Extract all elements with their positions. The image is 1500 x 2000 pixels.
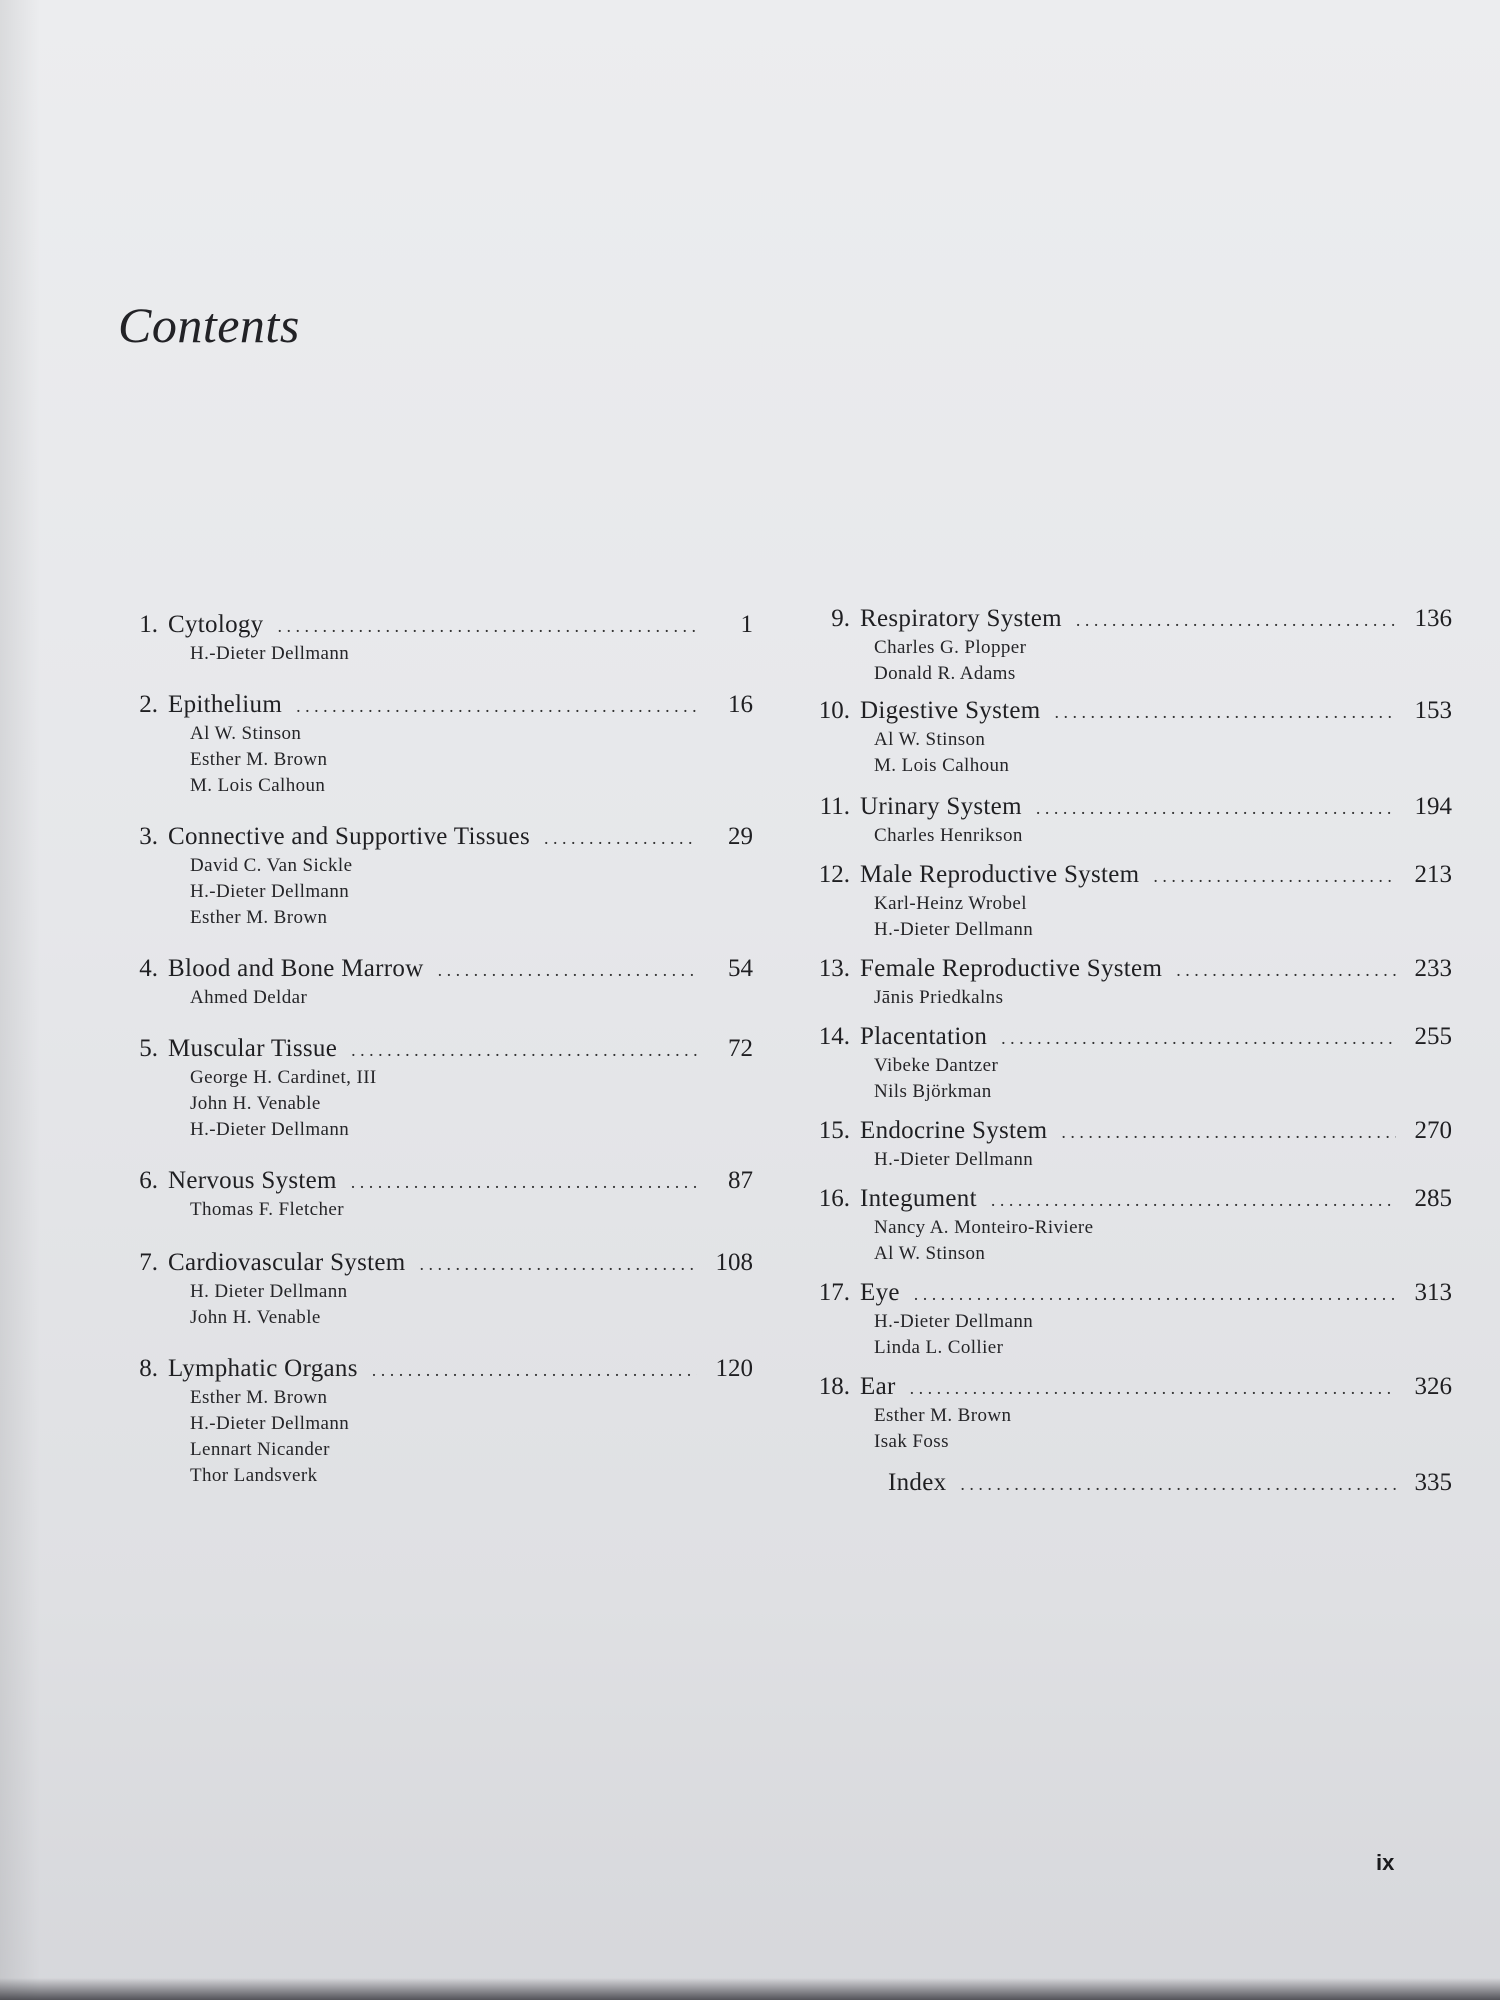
toc-entry[interactable] xyxy=(792,604,1452,687)
author-name: Ahmed Deldar xyxy=(190,987,308,1008)
author-name: Charles Henrikson xyxy=(874,825,1023,846)
chapter-authors xyxy=(190,1279,753,1331)
chapter-authors xyxy=(874,823,1452,849)
dot-leader xyxy=(910,1373,1396,1403)
chapter-number: 11. xyxy=(819,793,850,820)
dot-leader xyxy=(420,1249,697,1279)
page-number: 29 xyxy=(728,823,753,850)
author-name: Al W. Stinson xyxy=(874,1243,986,1264)
chapter-authors xyxy=(874,1215,1452,1267)
chapter-number: 8. xyxy=(139,1355,158,1382)
chapter-number: 10. xyxy=(818,697,850,724)
chapter-authors xyxy=(190,1197,753,1223)
author-name: H.-Dieter Dellmann xyxy=(874,919,1034,940)
chapter-title: Male Reproductive System xyxy=(860,861,1140,888)
author-name: Al W. Stinson xyxy=(874,729,986,750)
chapter-authors xyxy=(874,1147,1452,1173)
chapter-number: 5. xyxy=(139,1035,158,1062)
dot-leader xyxy=(1176,955,1396,985)
chapter-number: 9. xyxy=(831,605,850,632)
chapter-number: 17. xyxy=(818,1279,850,1306)
chapter-number: 6. xyxy=(139,1167,158,1194)
chapter-number: 4. xyxy=(139,955,158,982)
author-name: Karl-Heinz Wrobel xyxy=(874,893,1027,914)
chapter-number: 7. xyxy=(139,1249,158,1276)
chapter-title: Cardiovascular System xyxy=(168,1249,406,1276)
author-name: Esther M. Brown xyxy=(190,749,328,770)
page-number: 153 xyxy=(1414,697,1452,724)
toc-entry-index[interactable] xyxy=(792,1468,1452,1499)
chapter-authors xyxy=(874,1053,1452,1105)
author-name: Vibeke Dantzer xyxy=(874,1055,999,1076)
toc-entry[interactable] xyxy=(108,690,753,799)
author-name: George H. Cardinet, III xyxy=(190,1067,377,1088)
chapter-number: 2. xyxy=(139,691,158,718)
chapter-title: Integument xyxy=(860,1185,977,1212)
author-name: Esther M. Brown xyxy=(190,1387,328,1408)
page-bottom-edge xyxy=(0,1978,1500,2000)
author-name: Isak Foss xyxy=(874,1431,949,1452)
page-title: Contents xyxy=(118,297,300,353)
chapter-title: Urinary System xyxy=(860,793,1022,820)
author-name: H.-Dieter Dellmann xyxy=(190,1119,350,1140)
toc-entry[interactable] xyxy=(108,1354,753,1489)
chapter-title: Connective and Supportive Tissues xyxy=(168,823,530,850)
dot-leader xyxy=(351,1167,697,1197)
chapter-number: 13. xyxy=(818,955,850,982)
page-folio: ix xyxy=(1376,1850,1395,1875)
page-number: 108 xyxy=(715,1249,753,1276)
chapter-number: 16. xyxy=(818,1185,850,1212)
toc-entry[interactable] xyxy=(108,1034,753,1143)
toc-entry[interactable] xyxy=(792,954,1452,1011)
page-number: 335 xyxy=(1414,1469,1452,1496)
chapter-title: Female Reproductive System xyxy=(860,955,1163,982)
dot-leader xyxy=(1076,605,1396,635)
page-number: 16 xyxy=(728,691,753,718)
dot-leader xyxy=(438,955,697,985)
page-number: 87 xyxy=(728,1167,753,1194)
page-number: 194 xyxy=(1414,793,1452,820)
toc-entry[interactable] xyxy=(792,1116,1452,1173)
page-number: 326 xyxy=(1414,1373,1452,1400)
page-number: 1 xyxy=(740,611,753,638)
page-number: 285 xyxy=(1414,1185,1452,1212)
chapter-title: Respiratory System xyxy=(860,605,1062,632)
author-name: H. Dieter Dellmann xyxy=(190,1281,348,1302)
chapter-number: 18. xyxy=(818,1373,850,1400)
chapter-authors xyxy=(190,985,753,1011)
author-name: H.-Dieter Dellmann xyxy=(190,881,350,902)
chapter-title: Digestive System xyxy=(860,697,1041,724)
chapter-title: Endocrine System xyxy=(860,1117,1048,1144)
toc-entry[interactable] xyxy=(792,1184,1452,1267)
chapter-number: 15. xyxy=(818,1117,850,1144)
author-name: Donald R. Adams xyxy=(874,663,1016,684)
index-title: Index xyxy=(888,1469,947,1496)
dot-leader xyxy=(1036,793,1396,823)
author-name: Al W. Stinson xyxy=(190,723,302,744)
chapter-title: Nervous System xyxy=(168,1167,337,1194)
author-name: H.-Dieter Dellmann xyxy=(190,1413,350,1434)
author-name: H.-Dieter Dellmann xyxy=(190,643,350,664)
page-number: 54 xyxy=(728,955,753,982)
author-name: Linda L. Collier xyxy=(874,1337,1004,1358)
chapter-authors xyxy=(874,1403,1452,1455)
dot-leader xyxy=(544,823,697,853)
author-name: John H. Venable xyxy=(190,1307,321,1328)
toc-entry[interactable] xyxy=(792,1372,1452,1455)
toc-entry[interactable] xyxy=(792,1022,1452,1105)
chapter-number: 14. xyxy=(818,1023,850,1050)
chapter-authors xyxy=(874,727,1452,779)
chapter-authors xyxy=(190,853,753,931)
chapter-authors xyxy=(190,641,753,667)
page-gutter-shadow xyxy=(0,0,40,2000)
chapter-title: Eye xyxy=(860,1279,900,1306)
chapter-title: Placentation xyxy=(860,1023,988,1050)
chapter-authors xyxy=(874,635,1452,687)
author-name: Jānis Priedkalns xyxy=(874,987,1004,1008)
chapter-title: Cytology xyxy=(168,611,264,638)
dot-leader xyxy=(1054,697,1396,727)
page-number: 233 xyxy=(1414,955,1452,982)
chapter-authors xyxy=(874,1309,1452,1361)
chapter-number: 3. xyxy=(139,823,158,850)
chapter-authors xyxy=(190,721,753,799)
chapter-authors xyxy=(874,891,1452,943)
page-number: 120 xyxy=(715,1355,753,1382)
author-name: H.-Dieter Dellmann xyxy=(874,1149,1034,1170)
page-number: 270 xyxy=(1414,1117,1452,1144)
author-name: Thomas F. Fletcher xyxy=(190,1199,344,1220)
toc-entry[interactable] xyxy=(108,954,753,1011)
author-name: H.-Dieter Dellmann xyxy=(874,1311,1034,1332)
toc-entry[interactable] xyxy=(792,792,1452,849)
author-name: John H. Venable xyxy=(190,1093,321,1114)
page-number: 255 xyxy=(1414,1023,1452,1050)
toc-entry[interactable] xyxy=(792,860,1452,943)
author-name: Esther M. Brown xyxy=(190,907,328,928)
chapter-number: 1. xyxy=(139,611,158,638)
chapter-authors xyxy=(190,1065,753,1143)
dot-leader xyxy=(1001,1023,1396,1053)
toc-entry[interactable] xyxy=(108,1248,753,1331)
dot-leader xyxy=(372,1355,697,1385)
dot-leader xyxy=(1061,1117,1396,1147)
author-name: Nils Björkman xyxy=(874,1081,992,1102)
page-number: 213 xyxy=(1414,861,1452,888)
dot-leader xyxy=(960,1469,1396,1499)
toc-entry[interactable] xyxy=(792,1278,1452,1361)
author-name: Thor Landsverk xyxy=(190,1465,318,1486)
page-number: 136 xyxy=(1414,605,1452,632)
dot-leader xyxy=(351,1035,697,1065)
toc-entry[interactable] xyxy=(108,822,753,931)
author-name: Nancy A. Monteiro-Riviere xyxy=(874,1217,1094,1238)
chapter-title: Muscular Tissue xyxy=(168,1035,338,1062)
chapter-number: 12. xyxy=(818,861,850,888)
chapter-title: Lymphatic Organs xyxy=(168,1355,358,1382)
page-number: 313 xyxy=(1414,1279,1452,1306)
author-name: David C. Van Sickle xyxy=(190,855,353,876)
toc-entry[interactable] xyxy=(108,1166,753,1223)
author-name: Charles G. Plopper xyxy=(874,637,1027,658)
chapter-authors xyxy=(874,985,1452,1011)
chapter-title: Ear xyxy=(860,1373,896,1400)
author-name: M. Lois Calhoun xyxy=(874,755,1010,776)
page-number: 72 xyxy=(728,1035,753,1062)
author-name: M. Lois Calhoun xyxy=(190,775,326,796)
author-name: Esther M. Brown xyxy=(874,1405,1012,1426)
chapter-authors xyxy=(190,1385,753,1489)
author-name: Lennart Nicander xyxy=(190,1439,330,1460)
dot-leader xyxy=(277,611,697,641)
chapter-title: Epithelium xyxy=(168,691,283,718)
dot-leader xyxy=(1153,861,1396,891)
chapter-title: Blood and Bone Marrow xyxy=(168,955,424,982)
dot-leader xyxy=(296,691,697,721)
dot-leader xyxy=(914,1279,1396,1309)
dot-leader xyxy=(991,1185,1396,1215)
toc-entry[interactable] xyxy=(792,696,1452,779)
toc-entry[interactable] xyxy=(108,610,753,667)
